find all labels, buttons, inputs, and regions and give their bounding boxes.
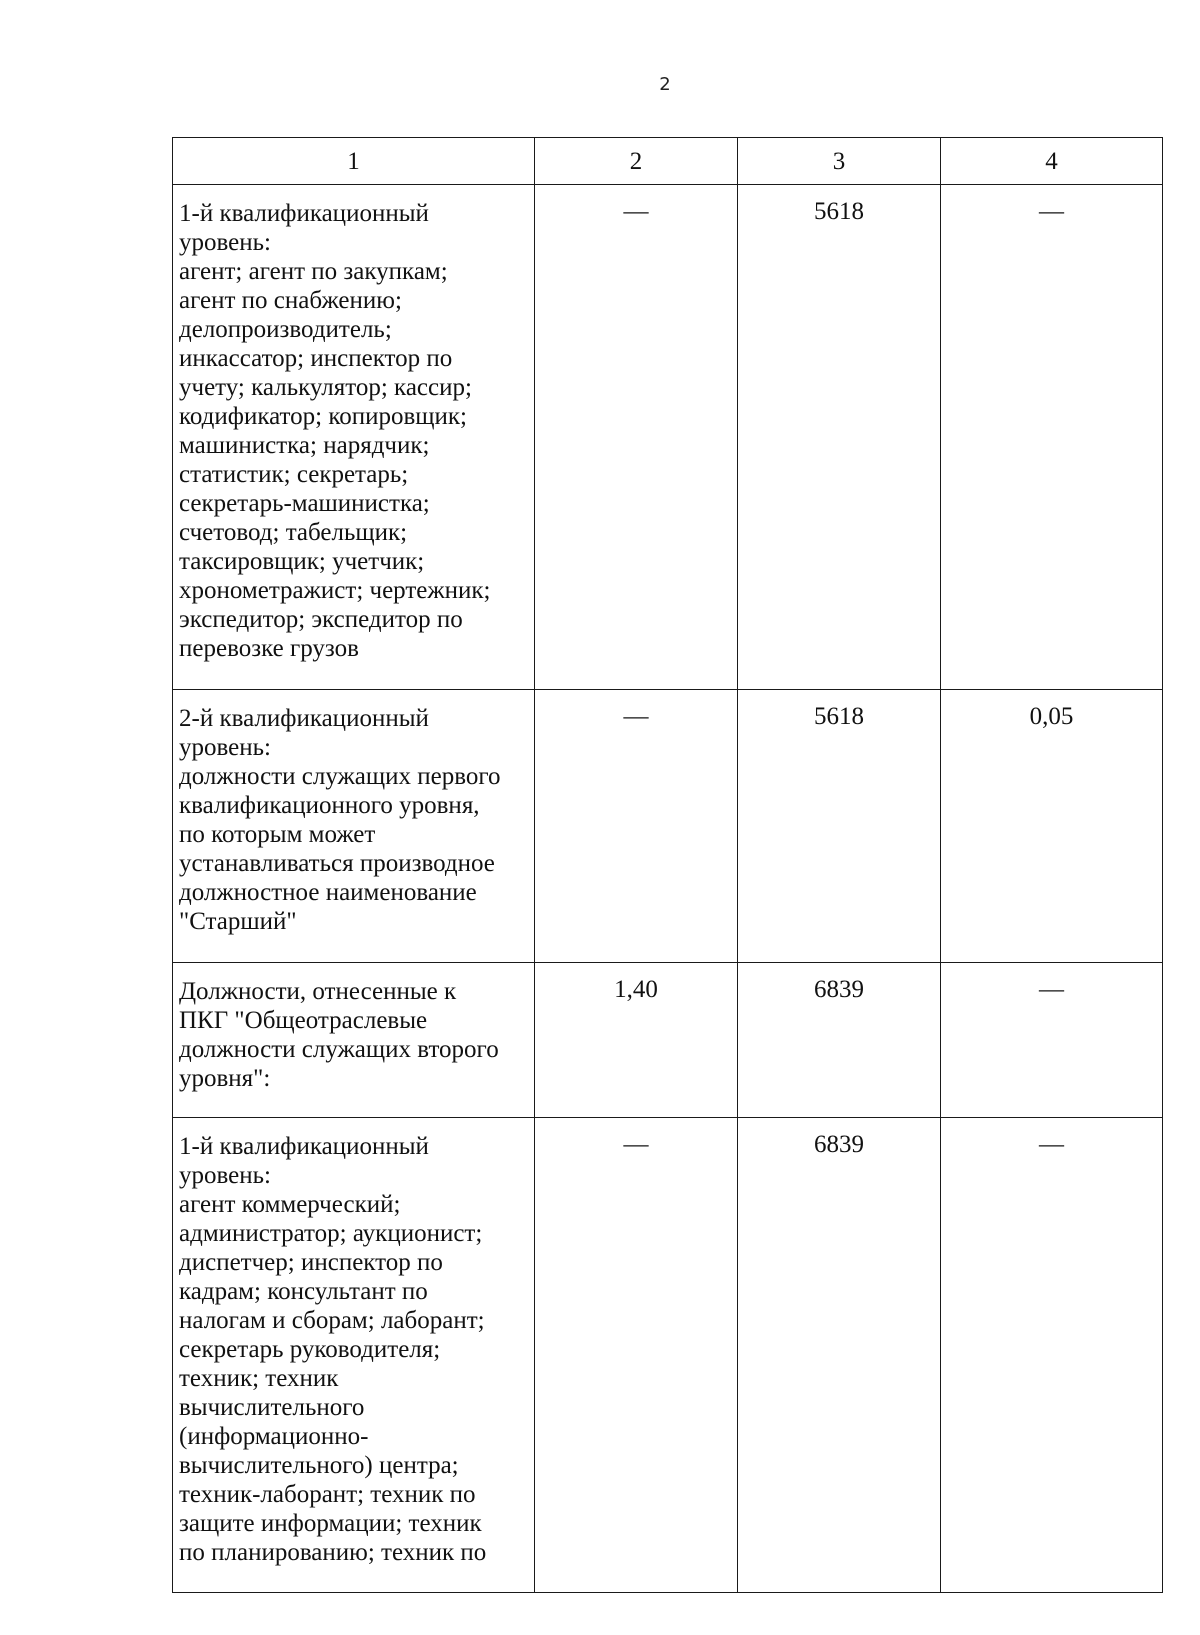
description-line: 2-й квалификационный xyxy=(179,705,429,732)
description-line: уровень: xyxy=(179,229,271,256)
description-line: устанавливаться производное xyxy=(179,850,495,877)
column-header-4: 4 xyxy=(941,138,1163,185)
position-description-cell xyxy=(173,1118,535,1593)
description-line: диспетчер; инспектор по xyxy=(179,1249,443,1276)
salary-cell: 6839 xyxy=(738,1118,941,1593)
description-line: машинистка; нарядчик; xyxy=(179,432,430,459)
description-line: кадрам; консультант по xyxy=(179,1278,428,1305)
description-line: Должности, отнесенные к xyxy=(179,978,457,1005)
description-line: должностное наименование xyxy=(179,879,477,906)
coefficient-cell: — xyxy=(535,690,738,963)
description-line: ПКГ "Общеотраслевые xyxy=(179,1007,428,1034)
description-line: инкассатор; инспектор по xyxy=(179,345,453,372)
table-row xyxy=(173,1118,1163,1593)
description-line: администратор; аукционист; xyxy=(179,1220,483,1247)
description-line: агент по снабжению; xyxy=(179,287,402,314)
description-line: "Старший" xyxy=(179,908,297,935)
description-line: статистик; секретарь; xyxy=(179,461,409,488)
table-row xyxy=(173,185,1163,690)
description-line: должности служащих второго xyxy=(179,1036,499,1063)
column-header-1: 1 xyxy=(173,138,535,185)
salary-cell: 5618 xyxy=(738,690,941,963)
description-line: техник-лаборант; техник по xyxy=(179,1481,476,1508)
description-line: по планированию; техник по xyxy=(179,1539,487,1566)
salary-cell: 5618 xyxy=(738,185,941,690)
position-description-cell xyxy=(173,690,535,963)
description-line: уровня": xyxy=(179,1065,271,1092)
description-line: экспедитор; экспедитор по xyxy=(179,606,463,633)
description-line: учету; калькулятор; кассир; xyxy=(179,374,472,401)
column-header-2: 2 xyxy=(535,138,738,185)
description-line: техник; техник xyxy=(179,1365,339,1392)
coefficient-cell: — xyxy=(535,1118,738,1593)
description-line: вычислительного xyxy=(179,1394,365,1421)
coefficient-cell: 1,40 xyxy=(535,963,738,1118)
description-line: вычислительного) центра; xyxy=(179,1452,459,1479)
description-line: налогам и сборам; лаборант; xyxy=(179,1307,485,1334)
description-line: секретарь руководителя; xyxy=(179,1336,441,1363)
description-line: (информационно- xyxy=(179,1423,369,1450)
description-line: таксировщик; учетчик; xyxy=(179,548,425,575)
table-row xyxy=(173,690,1163,963)
description-line: агент коммерческий; xyxy=(179,1191,401,1218)
description-line: квалификационного уровня, xyxy=(179,792,480,819)
description-line: делопроизводитель; xyxy=(179,316,392,343)
description-line: агент; агент по закупкам; xyxy=(179,258,448,285)
increase-coefficient-cell: — xyxy=(941,963,1163,1118)
column-header-3: 3 xyxy=(738,138,941,185)
salary-table xyxy=(172,137,1163,1593)
table-row xyxy=(173,963,1163,1118)
increase-coefficient-cell: 0,05 xyxy=(941,690,1163,963)
increase-coefficient-cell: — xyxy=(941,185,1163,690)
table-header-row xyxy=(173,138,1163,185)
salary-cell: 6839 xyxy=(738,963,941,1118)
description-line: по которым может xyxy=(179,821,376,848)
description-line: секретарь-машинистка; xyxy=(179,490,430,517)
description-line: хронометражист; чертежник; xyxy=(179,577,491,604)
increase-coefficient-cell: — xyxy=(941,1118,1163,1593)
page-number: 2 xyxy=(659,74,671,95)
coefficient-cell: — xyxy=(535,185,738,690)
position-description-cell xyxy=(173,963,535,1118)
position-description-cell xyxy=(173,185,535,690)
description-line: защите информации; техник xyxy=(179,1510,482,1537)
description-line: счетовод; табельщик; xyxy=(179,519,408,546)
description-line: уровень: xyxy=(179,1162,271,1189)
description-line: должности служащих первого xyxy=(179,763,501,790)
description-line: перевозке грузов xyxy=(179,635,359,662)
description-line: 1-й квалификационный xyxy=(179,200,429,227)
description-line: кодификатор; копировщик; xyxy=(179,403,468,430)
description-line: уровень: xyxy=(179,734,271,761)
description-line: 1-й квалификационный xyxy=(179,1133,429,1160)
